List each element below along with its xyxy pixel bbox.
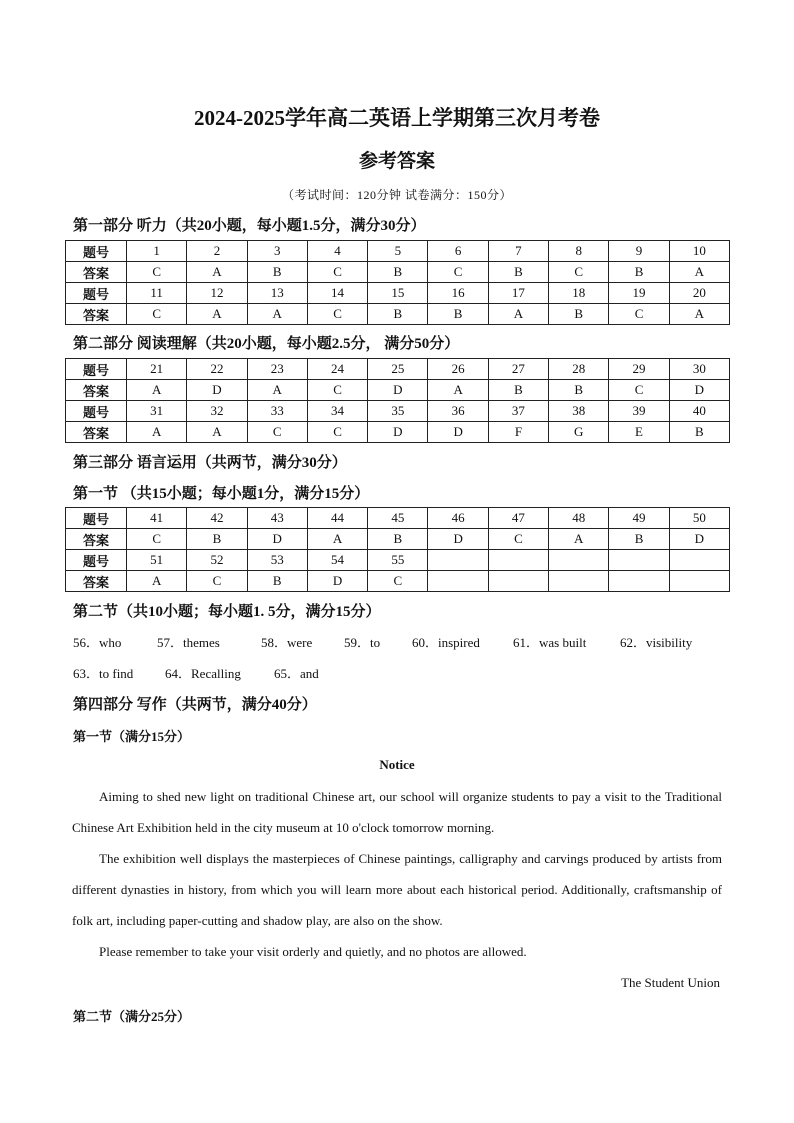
question-number-cell: 41 xyxy=(127,508,187,529)
part3-section2-heading: 第二节（共10小题；每小题1. 5分，满分15分） xyxy=(73,604,381,620)
answer-cell: D xyxy=(428,529,488,550)
question-label-cell: 题号 xyxy=(66,241,127,262)
fill-answer: 56．who xyxy=(73,635,122,650)
question-number-cell: 21 xyxy=(127,359,187,380)
answer-cell: A xyxy=(669,304,729,325)
answer-cell: A xyxy=(488,304,548,325)
answer-row xyxy=(66,304,730,325)
answer-cell: A xyxy=(127,380,187,401)
answer-cell xyxy=(669,571,729,592)
question-number-cell: 24 xyxy=(307,359,367,380)
answer-cell: B xyxy=(549,380,609,401)
essay-paragraph: Aiming to shed new light on traditional Chinese art, our school will organize students to pay a visit to the Traditional Chinese Art Exhibition held in the city museum at 10 o'clock tomorrow morning. xyxy=(72,789,722,835)
question-number-cell: 31 xyxy=(127,401,187,422)
answer-row xyxy=(66,380,730,401)
answer-cell: A xyxy=(549,529,609,550)
question-number-cell: 53 xyxy=(247,550,307,571)
answer-cell: C xyxy=(307,380,367,401)
answer-cell: C xyxy=(488,529,548,550)
part2-heading: 第二部分 阅读理解（共20小题，每小题2.5分， 满分50分） xyxy=(73,336,460,352)
answer-cell xyxy=(428,571,488,592)
answer-cell: C xyxy=(127,262,187,283)
question-number-cell: 12 xyxy=(187,283,247,304)
question-label-cell: 题号 xyxy=(66,401,127,422)
fill-answer: 61．was built xyxy=(513,635,587,650)
answer-cell: C xyxy=(307,422,367,443)
question-number-cell xyxy=(488,550,548,571)
answer-cell: B xyxy=(368,529,428,550)
document-title: 2024-2025学年高二英语上学期第三次月考卷 xyxy=(194,106,600,130)
answer-row xyxy=(66,422,730,443)
answer-cell: B xyxy=(187,529,247,550)
answer-cell: B xyxy=(669,422,729,443)
question-number-cell: 16 xyxy=(428,283,488,304)
answer-cell: A xyxy=(187,304,247,325)
answer-cell: B xyxy=(368,304,428,325)
answer-cell: C xyxy=(307,304,367,325)
question-number-cell: 7 xyxy=(488,241,548,262)
answer-cell: A xyxy=(247,304,307,325)
part3-section1-heading: 第一节 （共15小题；每小题1分，满分15分） xyxy=(73,486,370,502)
question-number-cell: 22 xyxy=(187,359,247,380)
essay-signature: The Student Union xyxy=(621,975,720,990)
question-label-cell: 题号 xyxy=(66,550,127,571)
answer-cell: B xyxy=(247,262,307,283)
question-number-cell: 4 xyxy=(307,241,367,262)
question-number-cell: 1 xyxy=(127,241,187,262)
answer-cell: B xyxy=(488,262,548,283)
question-number-cell xyxy=(549,550,609,571)
question-number-cell xyxy=(609,550,669,571)
answer-cell: C xyxy=(307,262,367,283)
answer-cell: D xyxy=(428,422,488,443)
fill-answer: 58．were xyxy=(261,635,313,650)
fill-answer: 65．and xyxy=(274,666,319,681)
part4-heading: 第四部分 写作（共两节，满分40分） xyxy=(73,697,317,713)
question-number-cell: 25 xyxy=(368,359,428,380)
question-number-cell: 35 xyxy=(368,401,428,422)
question-number-cell: 45 xyxy=(368,508,428,529)
question-number-cell: 28 xyxy=(549,359,609,380)
part3-heading: 第三部分 语言运用（共两节，满分30分） xyxy=(73,455,347,471)
question-number-cell: 27 xyxy=(488,359,548,380)
answer-cell: A xyxy=(127,422,187,443)
question-number-cell: 42 xyxy=(187,508,247,529)
answer-cell: A xyxy=(669,262,729,283)
part1-answer-table xyxy=(65,240,730,325)
answer-cell: D xyxy=(669,529,729,550)
question-number-cell: 44 xyxy=(307,508,367,529)
question-number-cell: 55 xyxy=(368,550,428,571)
question-number-cell: 9 xyxy=(609,241,669,262)
answer-label-cell: 答案 xyxy=(66,304,127,325)
question-number-cell: 38 xyxy=(549,401,609,422)
answer-cell: D xyxy=(368,422,428,443)
question-number-row xyxy=(66,508,730,529)
answer-cell: A xyxy=(127,571,187,592)
question-number-cell: 48 xyxy=(549,508,609,529)
fill-answer: 64．Recalling xyxy=(165,666,241,681)
answer-cell: A xyxy=(187,422,247,443)
question-number-cell: 3 xyxy=(247,241,307,262)
part2-answer-table xyxy=(65,358,730,443)
answer-cell: D xyxy=(247,529,307,550)
answer-cell: B xyxy=(549,304,609,325)
essay-paragraph: Please remember to take your visit orderly and quietly, and no photos are allowed. xyxy=(99,944,527,959)
answer-cell: C xyxy=(428,262,488,283)
answer-cell: C xyxy=(127,304,187,325)
answer-cell: B xyxy=(609,529,669,550)
question-number-cell: 34 xyxy=(307,401,367,422)
question-number-cell: 14 xyxy=(307,283,367,304)
question-number-cell: 40 xyxy=(669,401,729,422)
answer-cell: B xyxy=(609,262,669,283)
answer-cell: C xyxy=(549,262,609,283)
question-number-cell: 17 xyxy=(488,283,548,304)
question-number-cell: 20 xyxy=(669,283,729,304)
question-number-row xyxy=(66,550,730,571)
answer-label-cell: 答案 xyxy=(66,262,127,283)
question-number-cell: 10 xyxy=(669,241,729,262)
answer-cell: F xyxy=(488,422,548,443)
question-number-cell: 5 xyxy=(368,241,428,262)
answer-cell: D xyxy=(307,571,367,592)
fill-answers-line1 xyxy=(73,632,692,651)
fill-answers-line2 xyxy=(73,663,319,682)
question-number-cell: 54 xyxy=(307,550,367,571)
question-number-cell: 49 xyxy=(609,508,669,529)
answer-cell: A xyxy=(307,529,367,550)
question-number-cell: 30 xyxy=(669,359,729,380)
answer-cell: B xyxy=(247,571,307,592)
part1-heading: 第一部分 听力（共20小题，每小题1.5分，满分30分） xyxy=(73,218,426,234)
answer-cell: B xyxy=(488,380,548,401)
question-number-cell: 11 xyxy=(127,283,187,304)
fill-answer: 62．visibility xyxy=(620,635,693,650)
fill-answer: 63．to find xyxy=(73,666,134,681)
question-number-cell: 50 xyxy=(669,508,729,529)
question-number-cell: 13 xyxy=(247,283,307,304)
answer-cell: B xyxy=(368,262,428,283)
answer-cell xyxy=(549,571,609,592)
answer-cell xyxy=(609,571,669,592)
answer-cell: C xyxy=(368,571,428,592)
part3-answer-table xyxy=(65,507,730,592)
answer-cell: A xyxy=(187,262,247,283)
fill-answer: 60．inspired xyxy=(412,635,480,650)
answer-label-cell: 答案 xyxy=(66,529,127,550)
answer-cell: C xyxy=(127,529,187,550)
question-number-cell: 26 xyxy=(428,359,488,380)
fill-answer: 57．themes xyxy=(157,635,220,650)
question-number-cell: 6 xyxy=(428,241,488,262)
question-number-row xyxy=(66,401,730,422)
answer-label-cell: 答案 xyxy=(66,380,127,401)
question-number-cell: 52 xyxy=(187,550,247,571)
answer-cell: A xyxy=(247,380,307,401)
answer-cell: C xyxy=(187,571,247,592)
question-number-cell xyxy=(669,550,729,571)
question-label-cell: 题号 xyxy=(66,283,127,304)
question-number-cell: 51 xyxy=(127,550,187,571)
question-number-cell: 36 xyxy=(428,401,488,422)
question-number-cell: 33 xyxy=(247,401,307,422)
question-number-cell: 8 xyxy=(549,241,609,262)
answer-cell xyxy=(488,571,548,592)
question-number-cell: 15 xyxy=(368,283,428,304)
exam-info: （考试时间：120分钟 试卷满分：150分） xyxy=(281,188,512,202)
question-number-cell xyxy=(428,550,488,571)
answer-cell: E xyxy=(609,422,669,443)
question-number-cell: 37 xyxy=(488,401,548,422)
answer-cell: B xyxy=(428,304,488,325)
answer-cell: C xyxy=(247,422,307,443)
document-subtitle: 参考答案 xyxy=(358,151,435,172)
essay-paragraph: The exhibition well displays the masterpieces of Chinese paintings, calligraphy and carvings produced by artists from different dynasties in history, from which you will learn more about each historical period. Additionally, craftsmanship of folk art, including paper-cutting and shadow play, are also on the show. xyxy=(72,851,722,928)
question-number-cell: 39 xyxy=(609,401,669,422)
question-number-cell: 29 xyxy=(609,359,669,380)
question-number-cell: 19 xyxy=(609,283,669,304)
question-label-cell: 题号 xyxy=(66,508,127,529)
question-number-cell: 43 xyxy=(247,508,307,529)
question-number-row xyxy=(66,241,730,262)
answer-cell: D xyxy=(368,380,428,401)
part4-section2-heading: 第二节（满分25分） xyxy=(73,1009,191,1024)
answer-cell: A xyxy=(428,380,488,401)
answer-cell: C xyxy=(609,304,669,325)
question-label-cell: 题号 xyxy=(66,359,127,380)
answer-row xyxy=(66,262,730,283)
question-number-cell: 2 xyxy=(187,241,247,262)
question-number-cell: 32 xyxy=(187,401,247,422)
question-number-cell: 18 xyxy=(549,283,609,304)
question-number-row xyxy=(66,359,730,380)
fill-answer: 59．to xyxy=(344,635,381,650)
question-number-cell: 23 xyxy=(247,359,307,380)
answer-cell: G xyxy=(549,422,609,443)
essay-title: Notice xyxy=(379,757,415,772)
answer-cell: C xyxy=(609,380,669,401)
answer-cell: D xyxy=(669,380,729,401)
question-number-cell: 47 xyxy=(488,508,548,529)
answer-label-cell: 答案 xyxy=(66,422,127,443)
question-number-cell: 46 xyxy=(428,508,488,529)
answer-label-cell: 答案 xyxy=(66,571,127,592)
answer-row xyxy=(66,529,730,550)
part4-section1-heading: 第一节（满分15分） xyxy=(73,729,191,744)
answer-cell: D xyxy=(187,380,247,401)
answer-row xyxy=(66,571,730,592)
question-number-row xyxy=(66,283,730,304)
